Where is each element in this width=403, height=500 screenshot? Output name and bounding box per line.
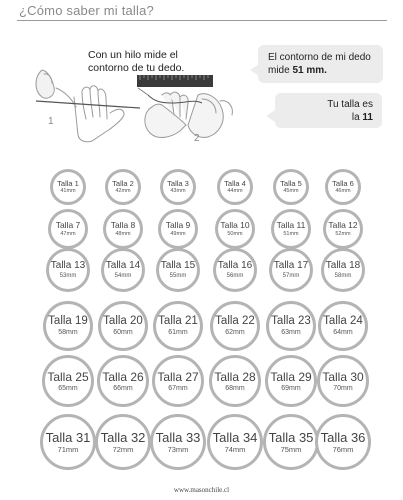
finger-measure-illustration	[30, 55, 255, 147]
ring-size-circle	[273, 169, 309, 205]
ring-size-circle	[325, 169, 361, 205]
instruction-line-1: Con un hilo mide el	[88, 49, 178, 61]
ring-size-label: Talla 19	[48, 314, 88, 327]
ring-size-label: Talla 30	[322, 369, 364, 384]
ring-size-mm: 44mm	[227, 188, 243, 194]
ring-size-label: Talla 13	[50, 260, 86, 271]
bubble-measure-mid: mide	[268, 65, 293, 76]
ring-size-mm: 66mm	[113, 384, 133, 392]
ring-size-mm: 63mm	[281, 329, 301, 337]
ring-size-circle	[217, 169, 253, 205]
ring-size-label: Talla 32	[100, 429, 146, 445]
ring-size-circle	[48, 209, 88, 249]
ring-size-mm: 48mm	[115, 230, 131, 237]
ring-size-label: Talla 34	[212, 429, 258, 445]
ring-size-circle	[213, 248, 257, 292]
ring-size-label: Talla 15	[160, 260, 196, 271]
ring-size-label: Talla 26	[102, 369, 144, 384]
thread-on-ruler	[138, 88, 148, 95]
ring-size-mm: 65mm	[58, 384, 78, 392]
bubble-size-line-1: Tu talla es	[327, 99, 373, 110]
ring-size-label: Talla 24	[323, 314, 363, 327]
ring-size-mm: 71mm	[57, 444, 79, 454]
ring-size-mm: 58mm	[334, 273, 352, 279]
ring-size-circle	[101, 248, 145, 292]
ring-size-circle	[158, 209, 198, 249]
ring-size-circle	[321, 248, 365, 292]
bubble-measure-value: 51 mm.	[292, 65, 327, 76]
ring-size-circle	[103, 209, 143, 249]
ring-size-mm: 45mm	[283, 188, 299, 194]
ring-size-label: Talla 8	[110, 220, 136, 230]
bubble-measure-line-1: El contorno de mi dedo	[268, 52, 371, 63]
ring-size-mm: 69mm	[281, 384, 301, 392]
ring-size-circle	[207, 414, 263, 470]
ring-size-label: Talla 3	[167, 178, 189, 188]
step-2-number: 2	[194, 133, 200, 144]
ring-size-label: Talla 6	[332, 178, 354, 188]
ring-size-mm: 64mm	[333, 329, 353, 337]
ring-size-mm: 67mm	[168, 384, 188, 392]
ring-size-label: Talla 16	[217, 260, 253, 271]
ring-size-mm: 73mm	[167, 444, 189, 454]
footer-website: www.masonchile.cl	[173, 486, 230, 494]
ring-size-circle	[323, 209, 363, 249]
ring-size-mm: 74mm	[224, 444, 246, 454]
ring-size-mm: 50mm	[227, 230, 243, 237]
ring-size-circle	[105, 169, 141, 205]
ring-size-label: Talla 1	[57, 178, 79, 188]
ring-size-mm: 46mm	[335, 188, 351, 194]
ring-size-circle	[152, 355, 204, 407]
ring-size-label: Talla 11	[276, 220, 306, 230]
ring-size-label: Talla 23	[271, 314, 311, 327]
bubble-size-value: 11	[362, 112, 373, 123]
ring-size-mm: 60mm	[113, 329, 133, 337]
ring-size-label: Talla 5	[280, 178, 302, 188]
ruler-icon	[137, 75, 213, 87]
ring-size-label: Talla 17	[273, 260, 309, 271]
ring-size-circle	[317, 355, 369, 407]
ring-size-label: Talla 21	[158, 314, 198, 327]
ring-size-circle	[271, 209, 311, 249]
ring-size-label: Talla 27	[157, 369, 199, 384]
ring-size-mm: 55mm	[169, 273, 187, 279]
ring-size-circle	[269, 248, 313, 292]
ring-size-circle	[97, 355, 149, 407]
ring-size-label: Talla 18	[325, 260, 361, 271]
ring-size-label: Talla 35	[268, 429, 314, 445]
ring-size-circle	[265, 355, 317, 407]
step-1-number: 1	[48, 116, 54, 127]
ring-size-mm: 58mm	[58, 329, 78, 337]
ring-size-mm: 56mm	[226, 273, 244, 279]
ring-size-circle	[266, 301, 316, 351]
ring-size-mm: 49mm	[170, 230, 186, 237]
ring-size-circle	[160, 169, 196, 205]
title-divider	[17, 20, 387, 21]
ring-size-label: Talla 33	[155, 429, 201, 445]
ring-size-label: Talla 12	[328, 220, 358, 230]
ring-size-label: Talla 9	[165, 220, 191, 230]
ring-size-mm: 70mm	[333, 384, 353, 392]
page-title: ¿Cómo saber mi talla?	[19, 3, 154, 18]
ring-size-circle	[263, 414, 319, 470]
ring-size-circle	[150, 414, 206, 470]
speech-bubble-measurement	[258, 45, 383, 83]
ring-size-mm: 47mm	[60, 230, 76, 237]
ring-size-label: Talla 2	[112, 178, 134, 188]
ring-size-mm: 54mm	[114, 273, 132, 279]
thread-line	[36, 101, 140, 108]
ring-size-circle	[43, 301, 93, 351]
ring-size-mm: 68mm	[225, 384, 245, 392]
ring-size-circle	[318, 301, 368, 351]
ring-size-mm: 41mm	[60, 188, 76, 194]
ring-size-mm: 51mm	[283, 230, 299, 237]
ring-size-label: Talla 22	[215, 314, 255, 327]
ring-size-circle	[156, 248, 200, 292]
ring-size-circle	[40, 414, 96, 470]
ring-size-circle	[95, 414, 151, 470]
ring-size-mm: 61mm	[168, 329, 188, 337]
ring-size-circle	[46, 248, 90, 292]
ring-size-label: Talla 31	[45, 429, 91, 445]
ring-size-label: Talla 25	[47, 369, 89, 384]
ring-size-label: Talla 4	[224, 178, 246, 188]
ring-size-circle	[153, 301, 203, 351]
ring-size-mm: 53mm	[59, 273, 77, 279]
instruction-line-2: contorno de tu dedo.	[88, 62, 185, 74]
ring-size-circle	[98, 301, 148, 351]
ring-size-mm: 43mm	[170, 188, 186, 194]
hand-two-icon	[145, 92, 232, 137]
ring-size-mm: 76mm	[332, 444, 354, 454]
speech-bubble-size	[275, 93, 382, 128]
ring-size-label: Talla 28	[214, 369, 256, 384]
ring-size-circle	[209, 355, 261, 407]
bubble-size-prefix: la	[351, 112, 363, 123]
ring-size-label: Talla 10	[220, 220, 250, 230]
ring-size-mm: 42mm	[115, 188, 131, 194]
ring-size-mm: 72mm	[112, 444, 134, 454]
ring-size-circle	[315, 414, 371, 470]
ring-size-circle	[42, 355, 94, 407]
ring-size-mm: 52mm	[335, 230, 351, 237]
ring-size-circle	[50, 169, 86, 205]
bubble-tail-size	[266, 110, 275, 122]
ring-size-label: Talla 29	[270, 369, 312, 384]
ring-size-label: Talla 20	[103, 314, 143, 327]
ring-size-label: Talla 7	[55, 220, 81, 230]
ring-size-label: Talla 14	[105, 260, 141, 271]
ring-size-circle	[215, 209, 255, 249]
ring-size-label: Talla 36	[320, 429, 366, 445]
ring-size-mm: 75mm	[280, 444, 302, 454]
ring-size-mm: 57mm	[282, 273, 300, 279]
ring-size-circle	[210, 301, 260, 351]
ring-size-mm: 62mm	[225, 329, 245, 337]
